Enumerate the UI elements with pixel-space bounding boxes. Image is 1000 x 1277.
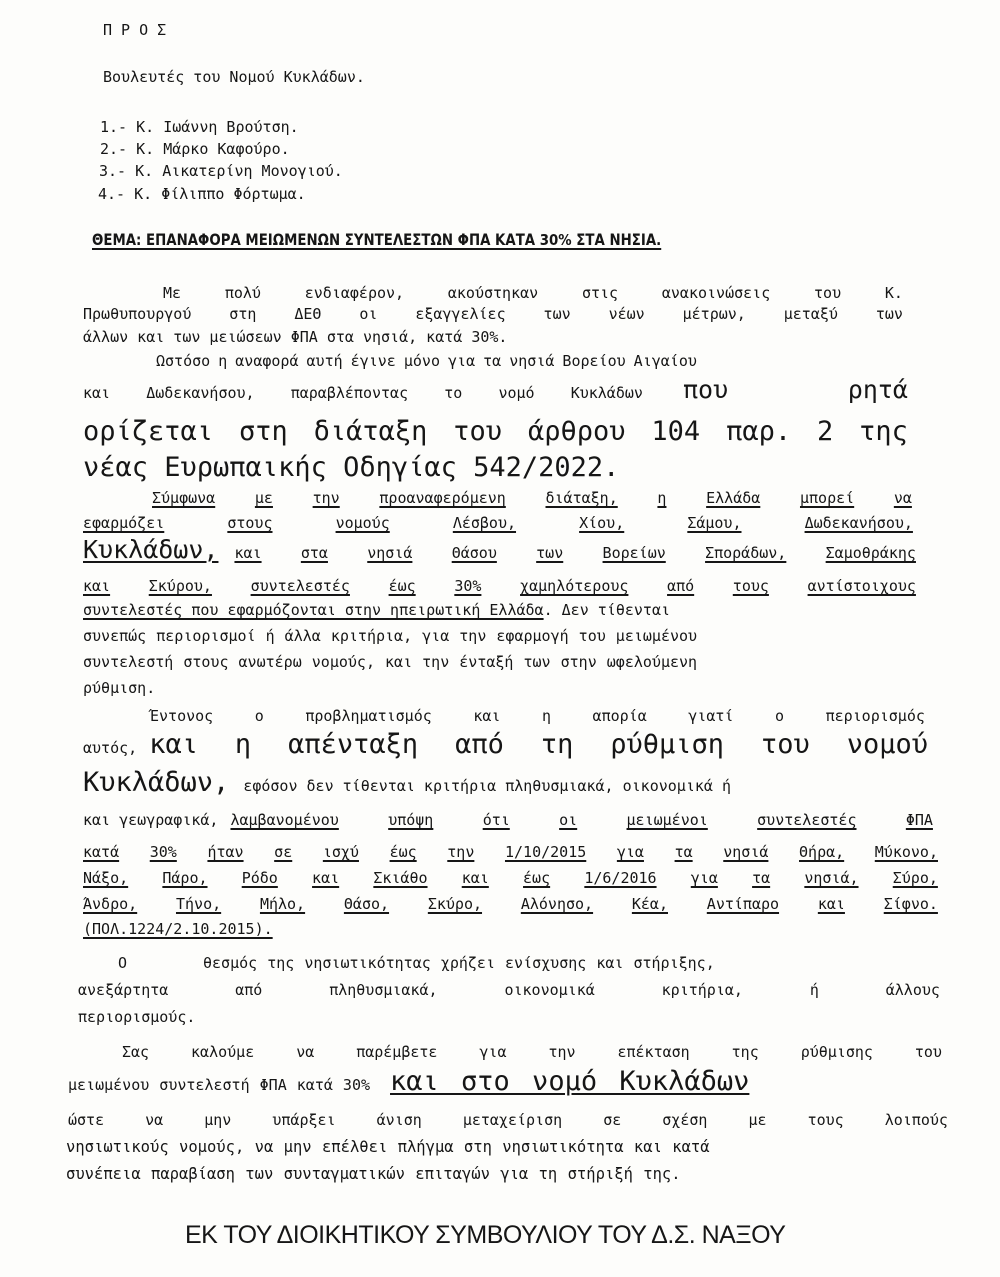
p3-line8: ρύθμιση. [83, 679, 156, 697]
p3-line5-rest: . Δεν τίθενται [543, 601, 671, 619]
subject-line: ΘΕΜΑ: ΕΠΑΝΑΦΟΡΑ ΜΕΙΩΜΕΝΩΝ ΣΥΝΤΕΛΕΣΤΩΝ ΦΠΑ ΚΑΤΑ 30% ΣΤΑ ΝΗΣΙΑ. [92, 231, 662, 249]
p5-line1: θεσμός της νησιωτικότητας χρήζει ενίσχυσης και στήριξης, [203, 954, 715, 972]
word: η [234, 729, 252, 760]
word: μεταχείριση [462, 1111, 563, 1129]
word: λοιπούς [884, 1111, 948, 1129]
kyklades-emphasis-2: Κυκλάδων, [83, 767, 230, 798]
word: με [748, 1111, 767, 1129]
word: εξαγγελίες [415, 305, 506, 323]
word: Σας [122, 1043, 150, 1061]
word: 1/6/2016 [584, 869, 657, 887]
word: γιατί [688, 707, 734, 725]
word: νομού [846, 729, 928, 760]
word: 104 [651, 416, 701, 447]
word: οι [559, 811, 578, 829]
word: πολύ [224, 284, 261, 302]
word: άνιση [376, 1111, 422, 1129]
kyklades-emphasis: Κυκλάδων, [83, 535, 219, 564]
word: μην [204, 1111, 232, 1129]
word: παρ. [726, 416, 792, 447]
p6-line2-small: μειωμένου συντελεστή ΦΠΑ κατά 30% [68, 1076, 371, 1094]
word: Σάμου, [687, 514, 742, 532]
p4-line2-small: αυτός, [83, 739, 138, 757]
p4-line4-plain: και γεωγραφικά, [83, 811, 219, 829]
p6-line1 [122, 1042, 942, 1062]
word: άλλους [885, 981, 940, 999]
word: Δωδεκανήσου, [804, 514, 913, 532]
word: ρύθμιση [610, 729, 725, 760]
p2-line2-big [683, 375, 908, 404]
p2-line2 [83, 375, 908, 404]
word: των [543, 305, 571, 323]
word: Λέσβου, [452, 514, 517, 532]
word: καλούμε [191, 1043, 255, 1061]
word: Μύκονο, [874, 843, 938, 861]
word: υπόψη [388, 811, 434, 829]
word: προαναφερόμενη [379, 489, 506, 507]
word: τη [540, 729, 574, 760]
word: στη [238, 416, 288, 447]
word: ΦΠΑ [905, 811, 933, 829]
word: στους [227, 514, 273, 532]
word: σε [603, 1111, 622, 1129]
p4-line2 [83, 729, 928, 760]
word: από [667, 577, 695, 595]
word: διάταξη [313, 416, 428, 447]
word: Σύρο, [892, 869, 938, 887]
word: σε [274, 843, 293, 861]
word: Θήρα, [799, 843, 845, 861]
p2-line4: νέας Ευρωπαικής Οδηγίας 542/2022. [83, 452, 620, 483]
word: τους [807, 1111, 844, 1129]
recipient-item: 3.- Κ. Αικατερίνη Μονογιού. [99, 162, 343, 180]
word: περιορισμός [825, 707, 925, 725]
word: του [914, 1043, 942, 1061]
word: Ελλάδα [706, 489, 761, 507]
word: παραβλέποντας [290, 384, 409, 402]
word: και [461, 869, 489, 887]
word: νησιά, [804, 869, 859, 887]
word: Χίου, [579, 514, 625, 532]
p2-line1: Ωστόσο η αναφορά αυτή έγινε μόνο για τα νησιά Βορείου Αιγαίου [156, 352, 697, 370]
word: Κυκλάδων [570, 384, 643, 402]
word: οι [359, 305, 378, 323]
word: 30% [149, 843, 177, 861]
word: Αλόνησο, [520, 895, 594, 913]
p4-line6 [83, 868, 938, 888]
p6-line5: συνέπεια παραβίαση των συνταγματικών επιταγών για τη στήριξή της. [66, 1165, 681, 1183]
word: ή [809, 981, 819, 999]
p4-line4-underlined [230, 810, 933, 830]
word: ενδιαφέρον, [304, 284, 405, 302]
word: έως [388, 577, 416, 595]
word: του [761, 729, 810, 760]
word: στα [300, 544, 328, 562]
p3-line4 [83, 576, 916, 596]
word: και [83, 384, 111, 402]
word: και [473, 707, 501, 725]
word: με [254, 489, 273, 507]
p1-line3: άλλων και των μειώσεων ΦΠΑ στα νησιά, κατά 30%. [83, 328, 508, 346]
word: Πρωθυπουργού [83, 305, 192, 323]
word: Σαμοθράκης [825, 544, 916, 562]
p3-line1 [152, 488, 912, 508]
word: ότι [482, 811, 510, 829]
word: για [479, 1043, 507, 1061]
word: ο [254, 707, 264, 725]
p5-line2 [78, 980, 940, 1000]
word: από [235, 981, 263, 999]
p4-line7 [83, 894, 938, 914]
word: 30% [454, 577, 482, 595]
word: μέτρων, [682, 305, 746, 323]
word: την [548, 1043, 576, 1061]
word: Βορείων [602, 544, 666, 562]
recipient-item: 2.- Κ. Μάρκο Καφούρο. [100, 140, 290, 158]
word: Δωδεκανήσου, [146, 384, 255, 402]
word: 2 [817, 416, 834, 447]
word: τους [732, 577, 769, 595]
word: 1/10/2015 [504, 843, 587, 861]
p4-line5 [83, 842, 938, 862]
word: ο [774, 707, 785, 725]
word: η [657, 489, 667, 507]
word: ακούστηκαν [447, 284, 539, 302]
word: απορία [592, 707, 647, 725]
p4-line3-rest: εφόσον δεν τίθενται κριτήρια πληθυσμιακά, οικονομικά ή [243, 777, 731, 795]
recipient-item: 4.- Κ. Φίλιππο Φόρτωμα. [98, 185, 306, 203]
word: που [683, 375, 729, 404]
word: κατά [83, 843, 120, 861]
word: διάταξη, [545, 489, 618, 507]
word: Μήλο, [259, 895, 306, 913]
word: τα [752, 869, 771, 887]
word: χαμηλότερους [520, 577, 629, 595]
to-label: Π Ρ Ο Σ [103, 21, 167, 39]
p3-line3 [83, 535, 916, 564]
word: παρέμβετε [356, 1043, 438, 1061]
word: Τήνο, [175, 895, 222, 913]
word: Σίφνο. [883, 895, 938, 913]
word: να [296, 1043, 315, 1061]
p5-line1-first: Ο [118, 954, 128, 972]
word: για [690, 869, 718, 887]
word: το [444, 384, 463, 402]
word: την [447, 843, 475, 861]
word: και [149, 729, 198, 760]
word: στις [581, 284, 619, 302]
word: των [875, 305, 903, 323]
word: του [453, 416, 503, 447]
word: νομό [498, 384, 535, 402]
word: και [312, 869, 340, 887]
p2-line2-small [83, 383, 643, 403]
p6-line4: νησιωτικούς νομούς, να μην επέλθει πλήγμα στη νησιωτικότητα και κατά [66, 1138, 710, 1156]
word: ορίζεται [83, 416, 214, 447]
word: Άνδρο, [83, 895, 138, 913]
word: Ρόδο [241, 869, 278, 887]
word: την [312, 489, 340, 507]
word: μπορεί [799, 489, 855, 507]
p4-line2-big [149, 729, 928, 760]
word: Θάσου [451, 544, 497, 562]
word: των [536, 544, 564, 562]
word: του [814, 284, 842, 302]
p2-line3 [83, 416, 908, 448]
p4-line4 [83, 810, 933, 830]
p4-line1 [150, 706, 925, 726]
p4-line3 [83, 767, 933, 798]
word: απένταξη [288, 729, 419, 760]
word: ΔΕΘ [294, 305, 322, 323]
word: έως [523, 869, 551, 887]
word: επέκταση [617, 1043, 690, 1061]
word: ήταν [207, 843, 244, 861]
word: και [83, 577, 111, 595]
word: Νάξο, [83, 869, 129, 887]
word: να [893, 489, 912, 507]
word: Έντονος [150, 707, 214, 725]
word: λαμβανομένου [230, 811, 339, 829]
word: κριτήρια, [661, 981, 743, 999]
p3-line7: συντελεστή στους ανωτέρω νομούς, και την ένταξή των στην ωφελούμενη [83, 653, 698, 671]
word: στη [229, 305, 257, 323]
word: Με [163, 284, 182, 302]
word: συντελεστές [757, 811, 857, 829]
word: μειωμένοι [626, 811, 708, 829]
recipient-item: 1.- Κ. Ιωάννη Βρούτση. [100, 118, 299, 136]
word: να [145, 1111, 164, 1129]
word: ισχύ [322, 843, 359, 861]
word: η [541, 707, 551, 725]
word: πληθυσμιακά, [329, 981, 438, 999]
word: Θάσο, [343, 895, 390, 913]
kyklades-request: και στο νομό Κυκλάδων [390, 1066, 750, 1097]
word: νησιά [723, 843, 769, 861]
word: για [616, 843, 644, 861]
p5-line3: περιορισμούς. [78, 1008, 196, 1026]
word: άρθρου [527, 416, 626, 447]
word: Σκύρου, [148, 577, 212, 595]
word: της [731, 1043, 759, 1061]
word: εφαρμόζει [83, 514, 165, 532]
word: Κ. [884, 284, 903, 302]
word: σχέση [662, 1111, 708, 1129]
p3-line3-rest [234, 543, 916, 563]
p3-line5 [83, 600, 918, 620]
p3-line6: συνεπώς περιορισμοί ή άλλα κριτήρια, για την εφαρμογή του μειωμένου [83, 627, 698, 645]
word: της [859, 416, 908, 447]
word: υπάρξει [272, 1111, 336, 1129]
word: νέων [608, 305, 645, 323]
word: Σύμφωνα [152, 489, 216, 507]
p3-line2 [83, 513, 913, 533]
word: συντελεστές [250, 577, 350, 595]
word: από [455, 729, 504, 760]
p1-line1 [163, 283, 903, 303]
p1-line2 [83, 304, 903, 324]
word: νομούς [335, 514, 390, 532]
p4-line8: (ΠΟΛ.1224/2.10.2015). [83, 920, 273, 938]
word: Σποράδων, [705, 544, 787, 562]
word: αντίστοιχους [807, 577, 916, 595]
word: ρητά [847, 375, 908, 404]
word: και [234, 544, 262, 562]
word: οικονομικά [504, 981, 595, 999]
recipients-group: Βουλευτές του Νομού Κυκλάδων. [103, 68, 365, 86]
word: ανεξάρτητα [78, 981, 169, 999]
word: ρύθμισης [800, 1043, 873, 1061]
word: έως [389, 843, 417, 861]
word: και [817, 895, 845, 913]
word: Πάρο, [162, 869, 208, 887]
word: Σκιάθο [373, 869, 428, 887]
word: ανακοινώσεις [661, 284, 771, 302]
word: Αντίπαρο [706, 895, 780, 913]
p6-line2 [68, 1066, 948, 1097]
word: τα [674, 843, 693, 861]
signature: ΕΚ ΤΟΥ ΔΙΟΙΚΗΤΙΚΟΥ ΣΥΜΒΟΥΛΙΟΥ ΤΟΥ Δ.Σ. ΝΑΞΟΥ [185, 1221, 786, 1249]
p3-line5-underlined: συντελεστές που εφαρμόζονται στην ηπειρωτική Ελλάδα [83, 601, 544, 619]
word: ώστε [68, 1111, 105, 1129]
word: νησιά [367, 544, 413, 562]
p6-line3 [68, 1110, 948, 1130]
word: προβληματισμός [305, 707, 432, 725]
word: Σκύρο, [427, 895, 483, 913]
word: μεταξύ [783, 305, 838, 323]
word: Κέα, [631, 895, 668, 913]
